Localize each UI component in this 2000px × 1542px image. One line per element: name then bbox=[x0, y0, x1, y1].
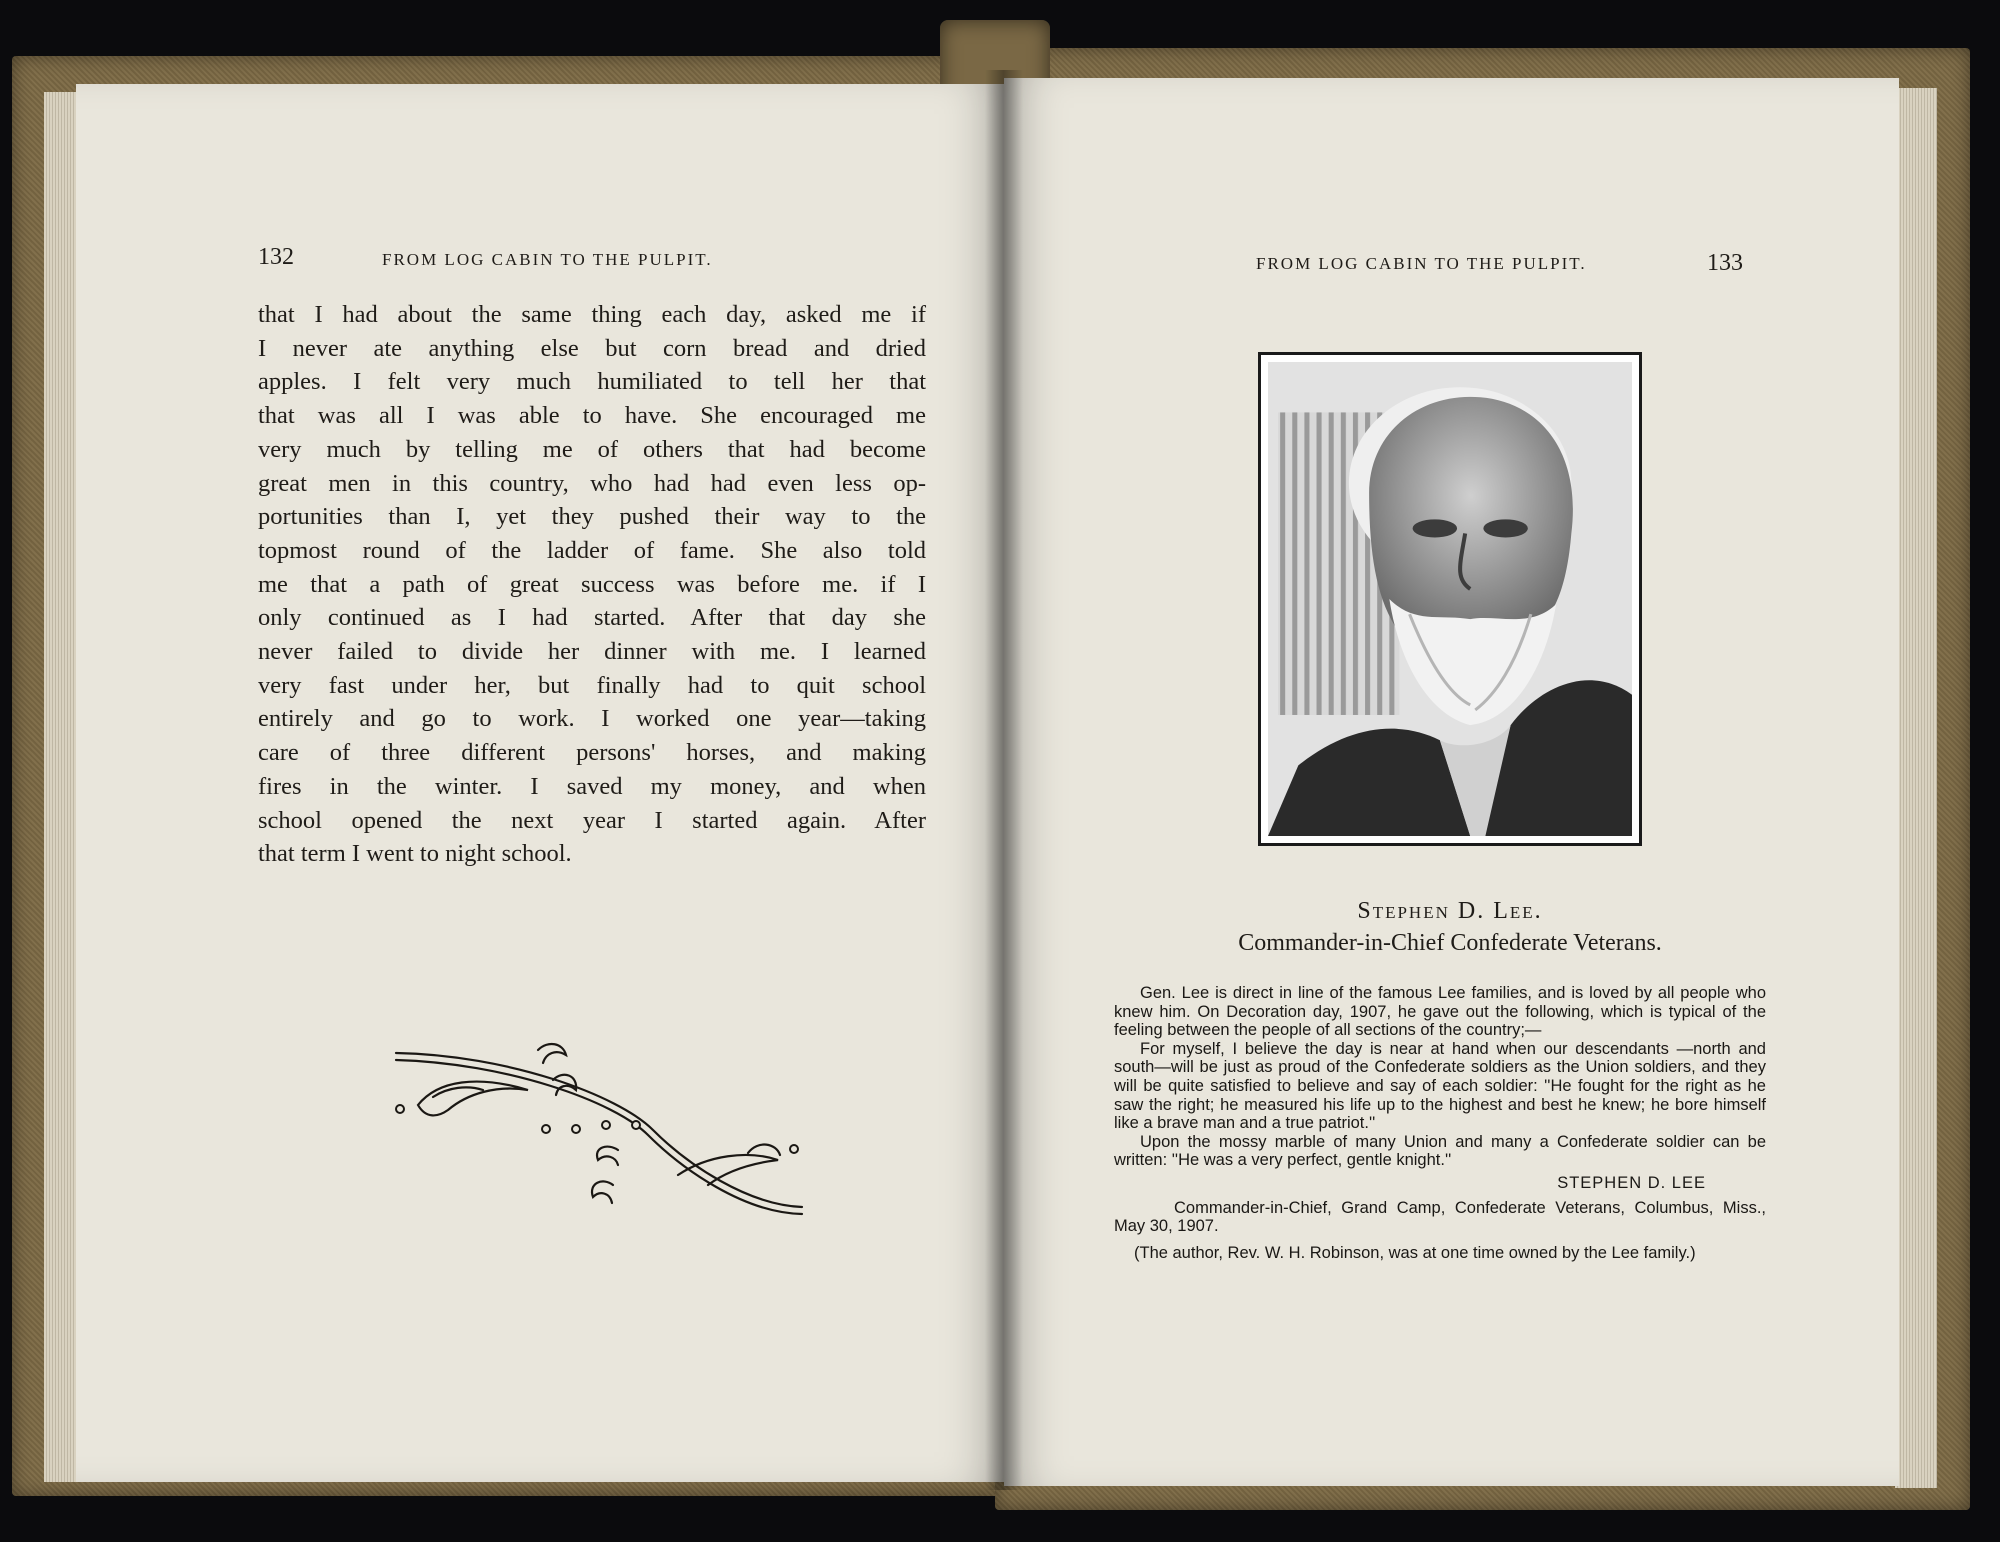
text-line: great men in this country, who had had even less op- bbox=[258, 469, 926, 497]
left-running-head: FROM LOG CABIN TO THE PULPIT. bbox=[382, 250, 713, 269]
quote-paragraph: Gen. Lee is direct in line of the famous Lee families, and is loved by all people who knew him. On Decoration day, 1907, he gave out the following, which is typical of the feeling between the people of all sections of the country;— bbox=[1114, 984, 1766, 1040]
text-line: never failed to divide her dinner with me. I learned bbox=[258, 638, 926, 666]
left-body-text bbox=[258, 298, 926, 871]
portrait-photo bbox=[1258, 352, 1642, 846]
page-edges-right bbox=[1895, 88, 1937, 1488]
signature-name: STEPHEN D. LEE bbox=[1557, 1173, 1706, 1192]
left-page-number: 132 bbox=[258, 244, 294, 270]
book-gutter bbox=[985, 70, 1023, 1490]
quote-paragraph: For myself, I believe the day is near at hand when our descendants —north and south—will be just as proud of the Confederate soldiers as the Union soldiers, and they will be quite satisfied to believe and say of each soldier: ''He fought for the right as he saw the right; he measured his life up to the highest and best he knew; he bore himself like a brave man and a true patriot.'' bbox=[1114, 1039, 1766, 1133]
right-running-head: FROM LOG CABIN TO THE PULPIT. bbox=[1256, 254, 1587, 273]
text-line: very fast under her, but finally had to quit school bbox=[258, 671, 926, 699]
text-line: I never ate anything else but corn bread and dried bbox=[258, 334, 926, 362]
quote-paragraph: Upon the mossy marble of many Union and many a Confederate soldier can be written: ''He was a very perfect, gentle knight.'' bbox=[1114, 1132, 1766, 1170]
portrait-caption-name: Stephen D. Lee. bbox=[1357, 898, 1543, 924]
author-note: (The author, Rev. W. H. Robinson, was at one time owned by the Lee family.) bbox=[1134, 1243, 1696, 1262]
text-line: that term I went to night school. bbox=[258, 840, 572, 868]
text-line: only continued as I had started. After that day she bbox=[258, 604, 926, 632]
flourish-ornament-icon bbox=[388, 1035, 808, 1220]
text-line: school opened the next year I started again. After bbox=[258, 806, 926, 834]
text-line: portunities than I, yet they pushed their way to the bbox=[258, 503, 926, 531]
quote-block bbox=[1114, 984, 1766, 1262]
right-page-number: 133 bbox=[1707, 250, 1743, 276]
text-line: apples. I felt very much humiliated to tell her that bbox=[258, 368, 926, 396]
text-line: entirely and go to work. I worked one year—taking bbox=[258, 705, 926, 733]
signature-title: Commander-in-Chief, Grand Camp, Confederate Veterans, Columbus, Miss., May 30, 1907. bbox=[1114, 1198, 1766, 1236]
text-line: that I had about the same thing each day, asked me if bbox=[258, 301, 926, 328]
portrait-caption-title: Commander-in-Chief Confederate Veterans. bbox=[1238, 930, 1662, 956]
text-line: very much by telling me of others that had become bbox=[258, 435, 926, 463]
text-line: topmost round of the ladder of fame. She also told bbox=[258, 536, 926, 564]
text-line: that was all I was able to have. She encouraged me bbox=[258, 402, 926, 430]
text-line: me that a path of great success was before me. if I bbox=[258, 570, 926, 598]
text-line: care of three different persons' horses, and making bbox=[258, 739, 926, 767]
text-line: fires in the winter. I saved my money, and when bbox=[258, 772, 926, 800]
